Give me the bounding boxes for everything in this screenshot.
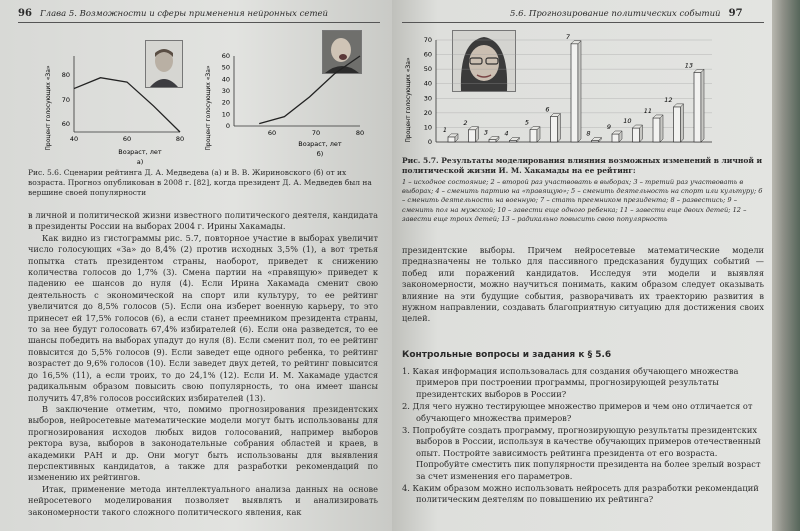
bar-label: 3 <box>483 128 488 137</box>
right-header-rule <box>402 22 764 23</box>
chart-a-ytick: 80 <box>61 71 70 79</box>
book-page-edges <box>772 0 800 531</box>
chart-b-ytick: 0 <box>225 122 230 130</box>
chart-b-ytick: 40 <box>221 75 230 84</box>
left-page <box>0 0 392 531</box>
chart-b-ytick: 50 <box>221 63 230 72</box>
question-item: 2. Для чего нужно тестирующее множество примеров и чем оно отличается от обучающего множества примеров? <box>402 401 753 423</box>
left-header <box>18 8 328 19</box>
bar-label: 4 <box>504 129 509 138</box>
chart-b-ylabel: Процент голосующих «За» <box>205 65 212 151</box>
chart-a-xtick: 80 <box>175 135 185 143</box>
bar-side <box>578 41 581 142</box>
right-body-text <box>402 245 764 325</box>
bar-label: 9 <box>606 122 611 131</box>
bar-label: 11 <box>643 106 652 115</box>
chart-c-ylabel: Процент голосующих «За» <box>405 57 412 143</box>
chart-a-xlabel: Возраст, лет <box>118 148 162 156</box>
chart-b-xtick: 80 <box>355 129 365 137</box>
right-header <box>510 8 743 19</box>
chart-c-ytick: 40 <box>423 79 432 88</box>
chart-c-ytick: 50 <box>423 65 432 74</box>
chart-b-ytick: 60 <box>221 52 230 60</box>
bar-side <box>660 115 663 142</box>
figure-5-6-caption: Рис. 5.6. Сценарии рейтинга Д. А. Медведева (а) и В. В. Жириновского (б) от их возраста. Прогноз опубликован в 2008 г. [82], когда президент Д. А. Медведев был на вершине своей популярности <box>28 168 372 197</box>
chart-a-ylabel: Процент голосующих «За» <box>45 65 52 151</box>
chart-c-ytick: 60 <box>423 50 432 59</box>
chart-c-ytick: 10 <box>423 123 432 132</box>
bar <box>633 128 640 142</box>
bar <box>469 130 476 142</box>
bar-label: 5 <box>524 118 529 127</box>
paragraph: Как видно из гистограммы рис. 5.7, повторное участие в выборах увеличит число голосующих «За» до 8,4% (2) против исходных 3,5% (1), а вот третья попытка стать президентом страны, наоборот, приведет к снижению количества голосов до 1,7% (3). Смена партии на «правящую» приведет к падению ее шансов до нуля (4). Если Ирина Хакамада сменит свою деятельность с экономической на спорт или культуру, то ее рейтинг увеличится до 8,5% голосов (5). Если она изберет военную карьеру, то это принесет ей 17,5% голосов (6), а если станет преемником президента страны, то за нее будут голосовать 67,4% избирателей (6). Если она разведется, то ее шансы победить на выборах упадут до нуля (8). Если сменит пол, то ее рейтинг повысится до 5,5% голосов (9). Если заведет еще одного ребенка, то рейтинг возрастет до 9,6% голосов (10). Если заведет двух детей, то рейтинг повысится до 16,5% (11), а если троих, то до 24,1% (12). Если И. М. Хакамаде удастся радикальным образом повысить свою популярность, то она имеет шансы получить 47,8% голосов российских избирателей (13). <box>28 232 378 403</box>
bar-label: 12 <box>664 95 673 104</box>
chart-b-xtick: 60 <box>267 129 277 137</box>
bar <box>448 137 455 142</box>
bar <box>653 118 660 142</box>
chart-c-ytick: 20 <box>423 108 432 117</box>
chart-a <box>40 48 200 168</box>
chart-c-ytick: 0 <box>427 138 432 146</box>
questions-list <box>402 366 764 507</box>
chart-a-ytick: 70 <box>61 96 70 104</box>
bar-side <box>681 104 684 142</box>
question-item: 4. Каким образом можно использовать нейросеть для разработки рекомендаций политическим деятелям по повышению их рейтинга? <box>402 483 759 505</box>
chart-b-series-line <box>259 56 360 124</box>
chart-c-ytick: 30 <box>423 94 432 103</box>
bar <box>551 117 558 143</box>
bar <box>489 140 496 142</box>
right-page <box>392 0 772 531</box>
bar <box>674 107 681 142</box>
bar-side <box>701 69 704 142</box>
chart-khakamada <box>402 30 762 155</box>
right-section-title: 5.6. Прогнозирование политических событий <box>510 9 721 19</box>
bar-side <box>558 114 561 143</box>
section-heading: Контрольные вопросы и задания к § 5.6 <box>402 350 612 360</box>
right-page-number: 97 <box>728 8 743 19</box>
bar-label: 10 <box>623 117 632 126</box>
paragraph: президентские выборы. Причем нейросетевые математические модели предназначены не только для пассивного предсказания будущих событий — побед или поражений кандидатов. Исследуя эти модели и выявляя закономерности, можно научиться понимать, каким образом следует оказывать влияние на эти будущие события, разворачивать их траекторию развития в нужном направлении, создавать благоприятную ситуацию для достижения своих целей. <box>402 245 764 324</box>
chart-b-ytick: 20 <box>221 98 230 107</box>
left-chapter-title: Глава 5. Возможности и сферы применения нейронных сетей <box>40 9 329 19</box>
bar <box>530 130 537 142</box>
chart-a-xtick: 60 <box>122 135 132 143</box>
chart-c-ytick: 70 <box>423 36 432 44</box>
left-page-number: 96 <box>18 8 32 19</box>
chart-b-ytick: 30 <box>221 87 230 95</box>
chart-a-ytick: 60 <box>61 120 70 128</box>
question-item: 3. Попробуйте создать программу, прогнозирующую результаты президентских выборов в России, используя в качестве обучающих примеров отечественный опыт. Постройте зависимость рейтинга президента от его возраста. Попробуйте сместить пик популярности президента на более зрелый возраст за счет изменения его параметров. <box>402 425 761 481</box>
paragraph: Итак, применение метода интеллектуального анализа данных на основе нейросетевого моделирования позволяет выявлять и анализировать закономерности такого сложного политического явления, как <box>28 483 378 517</box>
chart-a-xtick: 40 <box>69 135 79 143</box>
bar-label: 2 <box>463 118 468 127</box>
chart-b-ytick: 10 <box>221 110 230 119</box>
question-item: 1. Какая информация использовалась для создания обучающего множества примеров при построении программы, прогнозирующей результаты президентских выборов в России? <box>402 366 739 399</box>
bar-label: 1 <box>442 125 447 134</box>
bar-label: 8 <box>586 129 591 138</box>
paragraph: в личной и политической жизни известного политического деятеля, кандидата в президенты России на выборах 2004 г. Ирины Хакамады. <box>28 210 378 232</box>
chart-b-xtick: 70 <box>311 129 321 137</box>
chart-a-sublabel: а) <box>136 158 144 166</box>
paragraph: В заключение отметим, что, помимо прогнозирования президентских выборов, нейросетевые математические модели могут быть использованы для прогнозирования исходов любых видов голосований, например выборов ректора вуза, выборов в законодательные собрания областей и краев, в академики РАН и др. Они могут быть использованы для выявления перспективных кандидатов, а также для разработки рекомендаций по изменению их рейтингов. <box>28 403 378 483</box>
bar-label: 6 <box>545 105 550 114</box>
chart-a-series-line <box>74 78 180 132</box>
bar <box>694 72 701 142</box>
figure-5-7-legend: 1 – исходное состояние; 2 – второй раз участвовать в выборах; 3 – третий раз участвовать в выборах; 4 – сменить партию на «правящую»; 5 – сменить деятельность на спорт или культуру; 6 – сменить деятельность на военную; 7 – стать преемником президента; 8 – развестись; 9 – сменить пол на мужской; 10 – завести еще одного ребенка; 11 – завести еще двоих детей; 12 – завести еще троих детей; 13 – радикально повысить свою популярность <box>402 178 763 223</box>
bar <box>571 44 578 142</box>
bar-label: 7 <box>565 32 570 41</box>
chart-b <box>200 48 380 168</box>
bar <box>612 134 619 142</box>
left-body-text <box>28 210 378 518</box>
chart-b-sublabel: б) <box>316 150 324 158</box>
bar-label: 13 <box>684 61 693 70</box>
figure-5-7-caption: Рис. 5.7. Результаты моделирования влияния возможных изменений в личной и политической жизни И. М. Хакамады на ее рейтинг: <box>402 156 763 175</box>
left-header-rule <box>18 22 380 23</box>
chart-b-xlabel: Возраст, лет <box>298 140 342 148</box>
